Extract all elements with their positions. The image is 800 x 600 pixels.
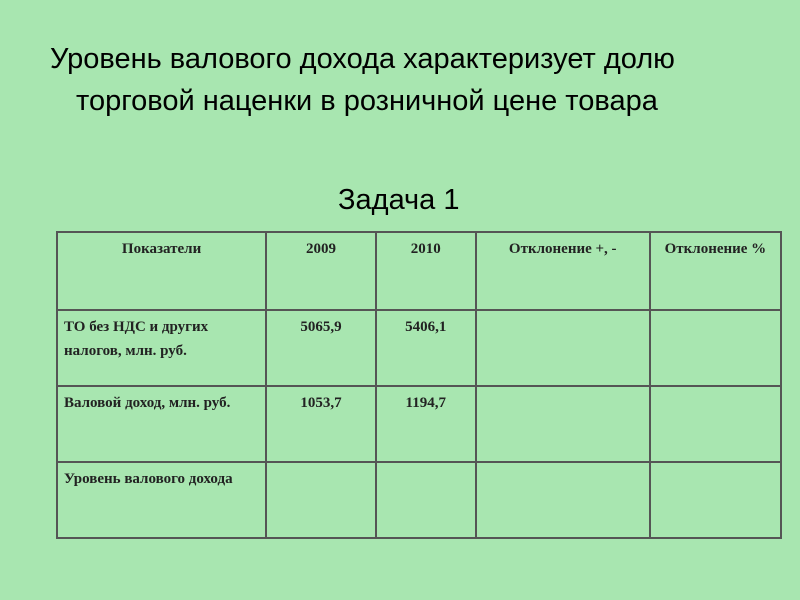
- row-value-2009: [266, 462, 376, 538]
- indicators-table: [56, 231, 782, 539]
- header-deviation-abs: Отклонение +, -: [476, 232, 650, 310]
- row-deviation-abs: [476, 310, 650, 386]
- row-deviation-abs: [476, 462, 650, 538]
- row-deviation-pct: [650, 462, 781, 538]
- row-deviation-pct: [650, 310, 781, 386]
- slide-title-line-2: торговой наценки в розничной цене товара: [76, 85, 658, 117]
- row-indicator: ТО без НДС и других налогов, млн. руб.: [57, 310, 266, 386]
- header-2010: 2010: [376, 232, 476, 310]
- row-deviation-abs: [476, 386, 650, 462]
- header-2009: 2009: [266, 232, 376, 310]
- slide-title-line-1: Уровень валового дохода характеризует долю: [50, 43, 675, 75]
- task-label: Задача 1: [338, 184, 460, 216]
- table-row: [57, 386, 781, 462]
- row-value-2010: 1194,7: [376, 386, 476, 462]
- row-indicator: Уровень валового дохода: [57, 462, 266, 538]
- row-indicator: Валовой доход, млн. руб.: [57, 386, 266, 462]
- row-deviation-pct: [650, 386, 781, 462]
- header-deviation-pct: Отклонение %: [650, 232, 781, 310]
- row-value-2009: 5065,9: [266, 310, 376, 386]
- row-value-2009: 1053,7: [266, 386, 376, 462]
- table-row: [57, 462, 781, 538]
- row-value-2010: [376, 462, 476, 538]
- table-header-row: [57, 232, 781, 310]
- table-row: [57, 310, 781, 386]
- row-value-2010: 5406,1: [376, 310, 476, 386]
- slide-title: [40, 38, 780, 122]
- header-indicators: Показатели: [57, 232, 266, 310]
